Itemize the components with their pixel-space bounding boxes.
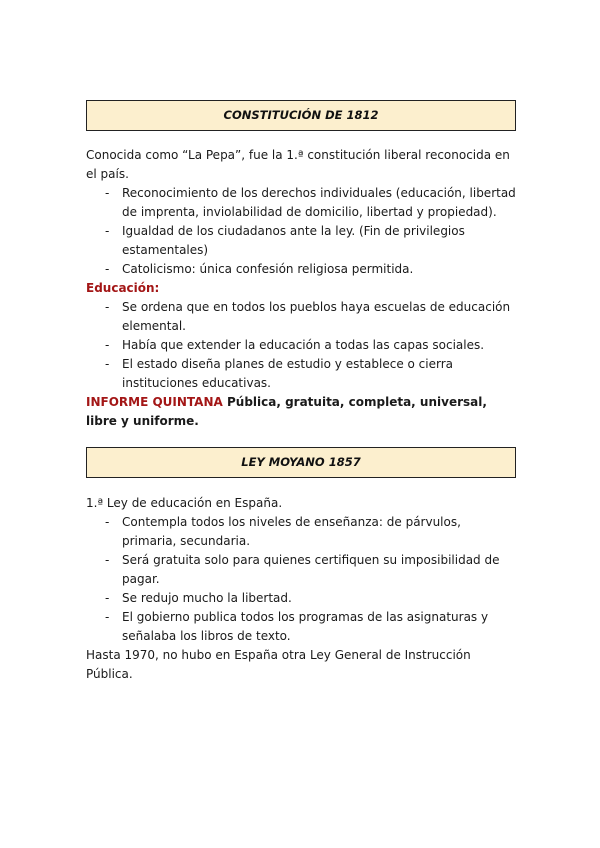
education-list: [86, 298, 516, 393]
rights-list: [86, 184, 516, 279]
ley-moyano-list: [86, 513, 516, 646]
list-item: - El estado diseña planes de estudio y establece o cierra instituciones educativas.: [86, 355, 516, 393]
section-heading-text: LEY MOYANO 1857: [241, 455, 361, 469]
informe-quintana-paragraph: [86, 393, 516, 431]
list-item: - Igualdad de los ciudadanos ante la ley. (Fin de privilegios estamentales): [86, 222, 516, 260]
list-item: - Será gratuita solo para quienes certifiquen su imposibilidad de pagar.: [86, 551, 516, 589]
spacer: [86, 478, 516, 494]
list-item: - Reconocimiento de los derechos individuales (educación, libertad de imprenta, inviolabilidad de domicilio, libertad y propiedad).: [86, 184, 516, 222]
intro-paragraph: 1.ª Ley de educación en España.: [86, 496, 283, 510]
informe-quintana-label: INFORME QUINTANA: [86, 395, 223, 409]
closing-paragraph: Hasta 1970, no hubo en España otra Ley General de Instrucción Pública.: [86, 648, 471, 681]
list-item: - Contempla todos los niveles de enseñanza: de párvulos, primaria, secundaria.: [86, 513, 516, 551]
list-item: - Había que extender la educación a todas las capas sociales.: [86, 336, 516, 355]
list-item: - Catolicismo: única confesión religiosa permitida.: [86, 260, 516, 279]
informe-quintana-text: Pública, gratuita, completa, universal, libre y uniforme.: [86, 395, 487, 428]
spacer: [86, 131, 516, 146]
list-item: - El gobierno publica todos los programas de las asignaturas y señalaba los libros de texto.: [86, 608, 516, 646]
document-page: [86, 100, 516, 684]
section-heading-ley-moyano: [86, 447, 516, 478]
intro-paragraph: Conocida como “La Pepa”, fue la 1.ª constitución liberal reconocida en el país.: [86, 148, 510, 181]
spacer: [86, 431, 516, 447]
education-label: Educación:: [86, 281, 160, 295]
list-item: - Se ordena que en todos los pueblos haya escuelas de educación elemental.: [86, 298, 516, 336]
section-heading-text: CONSTITUCIÓN DE 1812: [223, 108, 379, 122]
list-item: - Se redujo mucho la libertad.: [86, 589, 516, 608]
section-heading-constitucion-1812: [86, 100, 516, 131]
